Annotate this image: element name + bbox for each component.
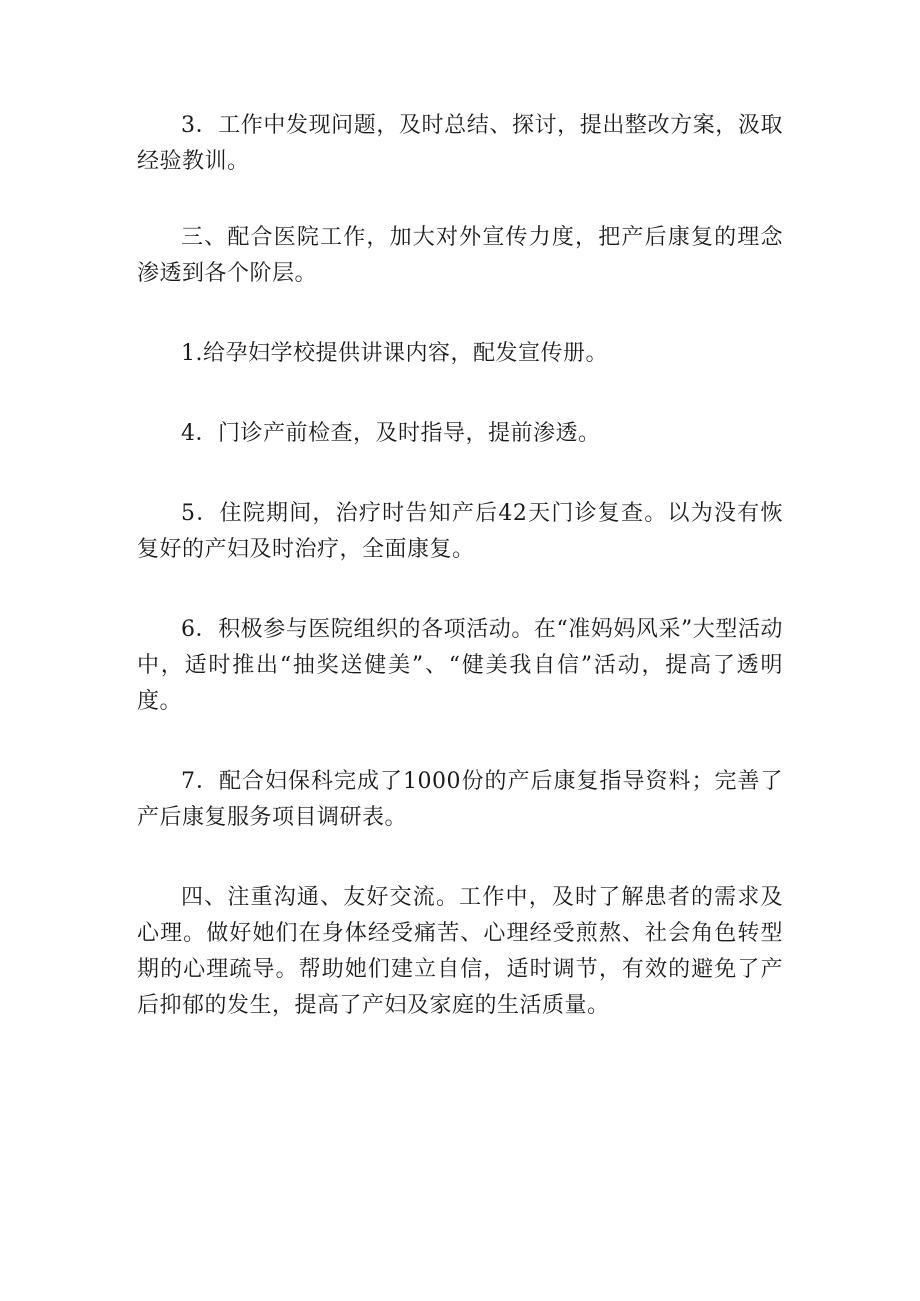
paragraph-item-5: 5．住院期间，治疗时告知产后42天门诊复查。以为没有恢复好的产妇及时治疗，全面康复。 bbox=[137, 501, 783, 562]
paragraph-item-7: 7．配合妇保科完成了1000份的产后康复指导资料；完善了产后康复服务项目调研表。 bbox=[137, 769, 783, 830]
paragraph-item-4: 4．门诊产前检查，及时指导，提前渗透。 bbox=[181, 421, 601, 446]
document-body bbox=[137, 108, 783, 1024]
section-heading-4: 四、注重沟通、友好交流。工作中，及时了解患者的需求及心理。做好她们在身体经受痛苦、心理经受煎熬、社会角色转型期的心理疏导。帮助她们建立自信，适时调节，有效的避免了产后抑郁的发生，提高了产妇及家庭的生活质量。 bbox=[137, 885, 783, 1018]
paragraph-item-1: 1.给孕妇学校提供讲课内容，配发宣传册。 bbox=[181, 341, 608, 366]
paragraph-item-6: 6．积极参与医院组织的各项活动。在“准妈妈风采”大型活动中，适时推出“抽奖送健美”、“健美我自信”活动，提高了透明度。 bbox=[137, 617, 783, 714]
section-heading-3: 三、配合医院工作，加大对外宣传力度，把产后康复的理念渗透到各个阶层。 bbox=[137, 225, 783, 286]
paragraph-item-3: 3．工作中发现问题，及时总结、探讨，提出整改方案，汲取经验教训。 bbox=[137, 113, 783, 174]
